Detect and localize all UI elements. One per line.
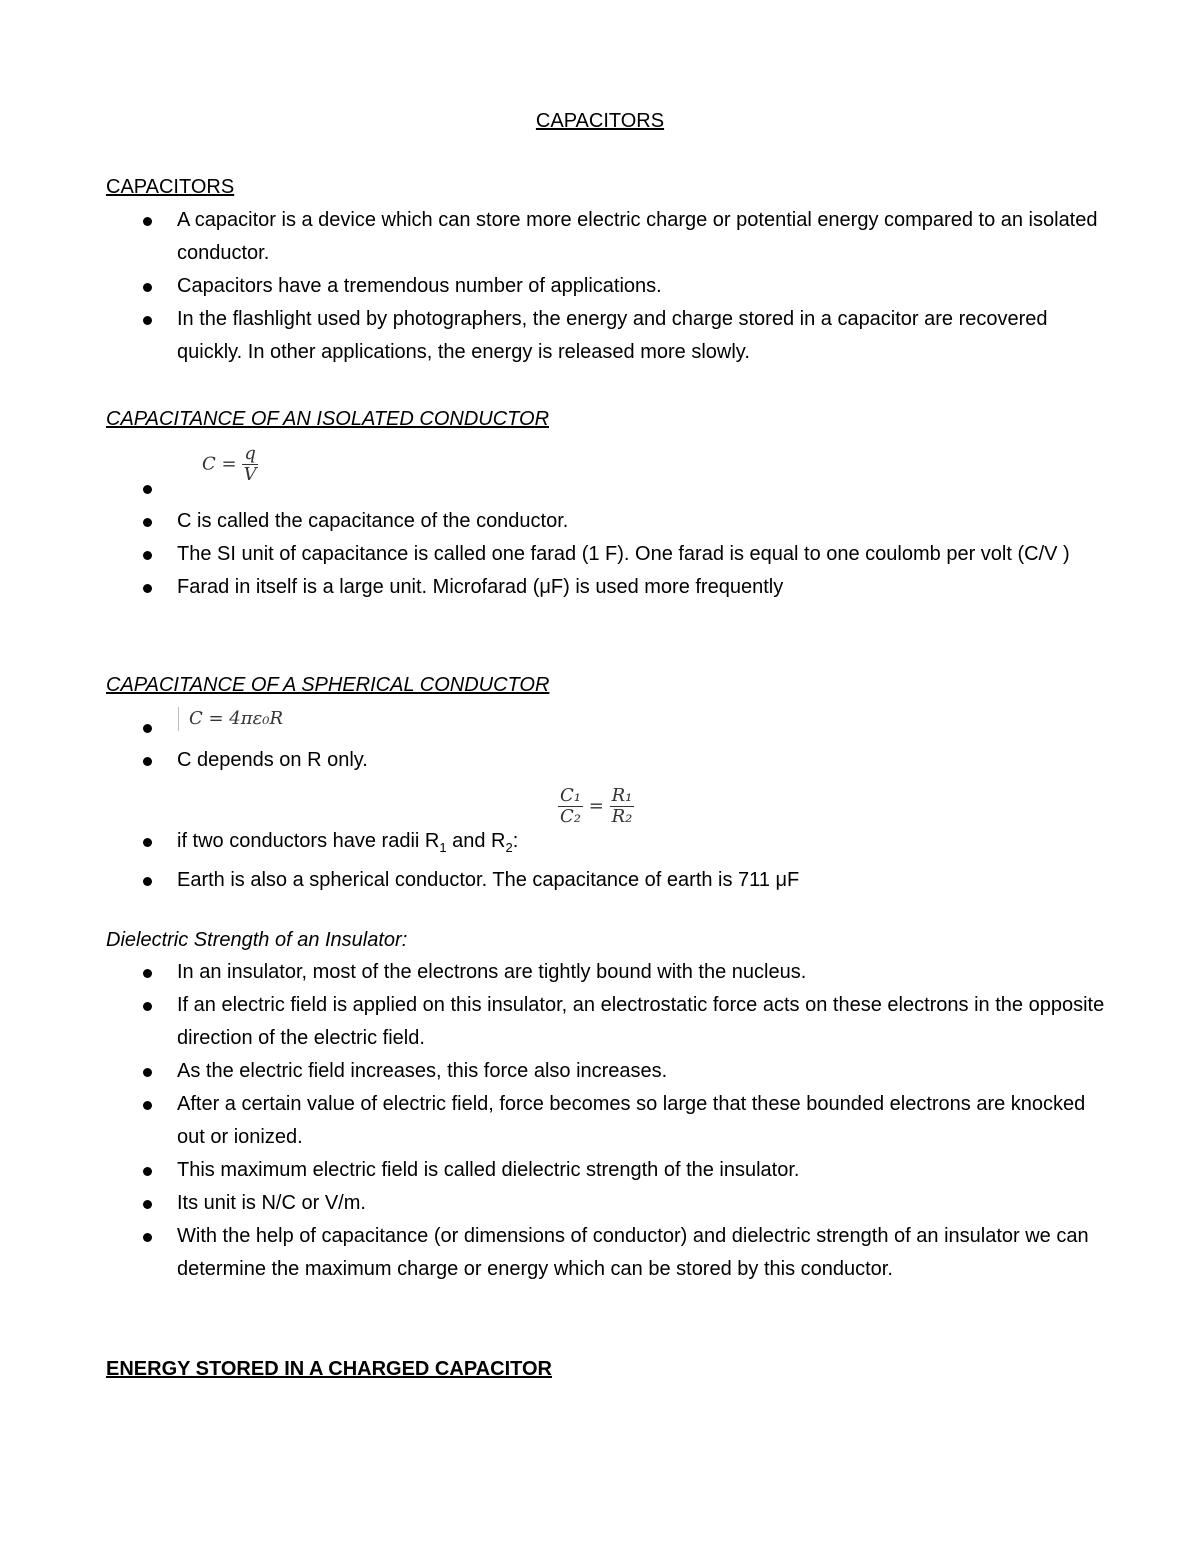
list-item: if two conductors have radii $R_1$ and $R_2$: (106, 825, 1106, 864)
heading-isolated-conductor: CAPACITANCE OF AN ISOLATED CONDUCTOR (106, 408, 550, 430)
document-title: CAPACITORS (535, 110, 665, 132)
bullet-icon (143, 316, 152, 325)
list-item: Farad in itself is a large unit. Microfarad (μF) is used more frequently (106, 571, 1106, 604)
bullet-icon (143, 1002, 152, 1011)
list-item: After a certain value of electric field, force becomes so large that these bounded electrons are knocked out or ionized. (106, 1088, 1106, 1154)
list-item: Capacitors have a tremendous number of applications. (106, 270, 1106, 303)
list-item: As the electric field increases, this force also increases. (106, 1055, 1106, 1088)
bullet-icon (143, 1200, 152, 1209)
bullet-icon (143, 485, 152, 494)
list-item: In an insulator, most of the electrons are tightly bound with the nucleus. (106, 956, 1106, 989)
formula-ratio: $\frac{\text{C₁}}{\text{C₂}}$ = $\frac{\text{R₁}}{\text{R₂}}$ (560, 785, 633, 827)
isolated-list (106, 472, 1106, 604)
bullet-icon (143, 969, 152, 978)
list-item-formula (106, 711, 1106, 744)
bullet-icon (143, 518, 152, 527)
bullet-icon (143, 757, 152, 766)
heading-energy-stored: ENERGY STORED IN A CHARGED CAPACITOR (106, 1358, 552, 1380)
bullet-icon (143, 1167, 152, 1176)
bullet-icon (143, 551, 152, 560)
bullet-icon (143, 1068, 152, 1077)
formula-spherical: C = 4πε₀R (178, 707, 283, 731)
list-item: C depends on R only. (106, 744, 1106, 777)
spherical-list-b (106, 825, 1106, 897)
bullet-icon (143, 877, 152, 886)
bullet-icon (143, 724, 152, 733)
formula-capacitance: C = $\frac{q}{V}$ (202, 443, 257, 485)
bullet-icon (143, 1233, 152, 1242)
capacitors-list (106, 204, 1106, 369)
bullet-icon (143, 1101, 152, 1110)
bullet-icon (143, 283, 152, 292)
bullet-icon (143, 584, 152, 593)
list-item: Its unit is N/C or V/m. (106, 1187, 1106, 1220)
list-item: Earth is also a spherical conductor. The capacitance of earth is 711 μF (106, 864, 1106, 897)
bullet-icon (143, 838, 152, 847)
list-item: If an electric field is applied on this insulator, an electrostatic force acts on these electrons in the opposite direction of the electric field. (106, 989, 1106, 1055)
list-item: C is called the capacitance of the conductor. (106, 505, 1106, 538)
heading-capacitors: CAPACITORS (106, 176, 235, 198)
bullet-icon (143, 217, 152, 226)
dielectric-list (106, 956, 1106, 1286)
list-item-formula (106, 472, 1106, 505)
list-item: This maximum electric field is called dielectric strength of the insulator. (106, 1154, 1106, 1187)
heading-spherical-conductor: CAPACITANCE OF A SPHERICAL CONDUCTOR (106, 674, 550, 696)
heading-dielectric-strength: Dielectric Strength of an Insulator: (106, 929, 408, 951)
list-item: A capacitor is a device which can store more electric charge or potential energy compared to an isolated conductor. (106, 204, 1106, 270)
spherical-list-a (106, 711, 1106, 777)
list-item: With the help of capacitance (or dimensions of conductor) and dielectric strength of an insulator we can determine the maximum charge or energy which can be stored by this conductor. (106, 1220, 1106, 1286)
list-item: In the flashlight used by photographers, the energy and charge stored in a capacitor are recovered quickly. In other applications, the energy is released more slowly. (106, 303, 1106, 369)
list-item: The SI unit of capacitance is called one farad (1 F). One farad is equal to one coulomb per volt (C/V ) (106, 538, 1106, 571)
